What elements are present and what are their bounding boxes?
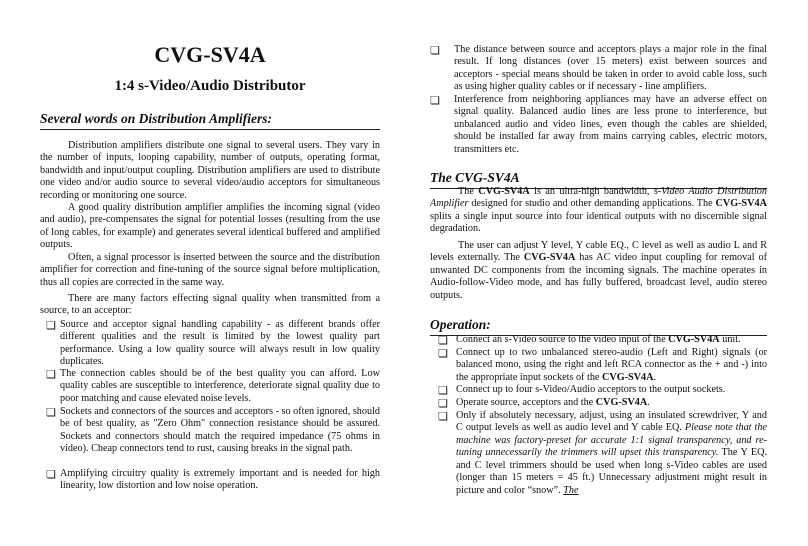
product-name: CVG-SV4A bbox=[601, 371, 654, 383]
text-run: . bbox=[653, 371, 657, 383]
op-step-connect-audio bbox=[456, 347, 767, 384]
checkbox-icon: ❏ bbox=[438, 411, 448, 423]
text-run: Connect up to two unbalanced stereo-audio (Left and Right) signals (or balanced mono, using the right and left RCA connector as the + and -) into the appropriate input sockets of the bbox=[456, 347, 767, 383]
text-run: has AC video input coupling for removal of unwanted DC components from the incoming signals. The machine operates in Audio-follow-Video mode, and has fully buffered, broadcast level, audio stereo outputs. bbox=[430, 252, 767, 301]
section-heading-cvg-sv4a: The CVG-SV4A bbox=[430, 170, 767, 189]
bullet-distance: The distance between source and acceptors plays a major role in the final result. If long distances (over 15 meters) exist between sources and acceptors - special means should be taken in order to avoid cable loss, such as using higher quality cables or if necessary - line amplifiers. bbox=[454, 44, 767, 93]
checkbox-icon: ❏ bbox=[430, 45, 440, 57]
paragraph-good-quality: A good quality distribution amplifier amplifies the incoming signal (video and audio), pre-compensates the signal for potential losses (resulting from the use of long cables, for example) and generates several identical buffered and amplified outputs. bbox=[40, 202, 380, 251]
text-run: Connect an s-Video source to the video input of the bbox=[456, 334, 669, 345]
paragraph-factors: There are many factors effecting signal quality when transmitted from a source, to an acceptor: bbox=[40, 293, 380, 317]
section-heading-operation: Operation: bbox=[430, 317, 767, 336]
text-run: . bbox=[647, 397, 650, 408]
text-run: designed for studio and other demanding applications. The bbox=[468, 198, 716, 210]
paragraph-cvg-adjustments bbox=[430, 240, 767, 302]
product-name: CVG-SV4A bbox=[478, 186, 530, 197]
bullet-interference: Interference from neighboring appliances may have an adverse effect on signal quality. Balanced audio lines are less prone to interference, but unbalanced audio and video lines, even though the cables are shielded, should be installed far away from mains carrying cables, electric motors, transmitters etc. bbox=[454, 94, 767, 155]
product-name: CVG-SV4A bbox=[715, 198, 767, 210]
text-run: is an ultra-high bandwidth, s- bbox=[529, 186, 662, 197]
continued-text: The bbox=[563, 484, 579, 496]
checkbox-icon: ❏ bbox=[46, 320, 56, 332]
checkbox-icon: ❏ bbox=[438, 385, 448, 397]
checkbox-icon: ❏ bbox=[438, 348, 448, 360]
paragraph-intro: Distribution amplifiers distribute one signal to several users. They vary in the number of inputs, looping capability, number of outputs, operating format, bandwidth and input/output coupling. Distribution amplifiers are used to distribute one video and/or audio source to several video/audio acceptors for simultaneous recording or monitoring one source. bbox=[40, 140, 380, 201]
checkbox-icon: ❏ bbox=[46, 469, 56, 481]
text-run: splits a single input source into four identical outputs with no discernible signal degradation. bbox=[430, 210, 767, 235]
text-run: Operate source, acceptors and the bbox=[456, 397, 596, 408]
text-run: Only if absolutely necessary, adjust, using an insulated screwdriver, Y and C output levels as well as audio level and Y cable EQ. bbox=[456, 410, 767, 434]
product-name: CVG-SV4A bbox=[668, 334, 720, 345]
text-run: The Y EQ. and C level trimmers should be used when long s-Video cables are used (longer than 15 meters = 45 ft.) Unnecessary adjustment might result in picture and color “snow”. bbox=[456, 447, 767, 496]
op-step-connect-acceptors: Connect up to four s-Video/Audio acceptors to the output sockets. bbox=[456, 384, 726, 395]
product-name: CVG-SV4A bbox=[595, 397, 648, 408]
page-subtitle: 1:4 s-Video/Audio Distributor bbox=[114, 78, 306, 94]
section-heading-distribution-amplifiers: Several words on Distribution Amplifiers: bbox=[40, 111, 380, 130]
checkbox-icon: ❏ bbox=[438, 335, 448, 347]
text-run: The bbox=[458, 186, 479, 197]
factory-preset-note: Please note that the machine was factory-preset for accurate 1:1 signal transparency, and re-tuning unnecessarily the trimmers will upset this transparency. bbox=[456, 422, 767, 459]
text-run: unit. bbox=[719, 334, 741, 345]
text-run: The user can adjust Y level, Y cable EQ., C level as well as audio L and R levels externally. The bbox=[430, 240, 767, 264]
product-name: CVG-SV4A bbox=[523, 252, 576, 264]
checkbox-icon: ❏ bbox=[46, 407, 56, 419]
op-step-connect-source bbox=[456, 334, 767, 346]
checkbox-icon: ❏ bbox=[430, 95, 440, 107]
checkbox-icon: ❏ bbox=[46, 369, 56, 381]
bullet-connection-cables: The connection cables should be of the best quality you can afford. Low quality cables are susceptible to interference, deteriorate signal quality due to poor matching and cause elevated noise levels. bbox=[60, 368, 380, 404]
op-step-operate bbox=[456, 397, 767, 409]
bullet-source-acceptor: Source and acceptor signal handling capability - as different brands offer different qualities and the result is limited by the lowest quality part performance. Using a low quality source will always result in low quality duplicates. bbox=[60, 319, 380, 368]
checkbox-icon: ❏ bbox=[438, 398, 448, 410]
paragraph-signal-processor: Often, a signal processor is inserted between the source and the distribution amplifier for correction and fine-tuning of the source signal before multiplication, thus all copies are corrected in the same way. bbox=[40, 252, 380, 288]
bullet-amplifying-circuitry: Amplifying circuitry quality is extremely important and is needed for high linearity, low distortion and low noise operation. bbox=[60, 468, 380, 492]
bullet-sockets-connectors: Sockets and connectors of the sources and acceptors - so often ignored, should be of best quality, as "Zero Ohm" connection resistance should be assured. Sockets and connectors should match the required impedance (75 ohms in video). Cheap connectors tend to rust, causing breaks in the signal path. bbox=[60, 406, 380, 455]
product-type: Video Audio Distribution Amplifier bbox=[430, 186, 767, 210]
paragraph-cvg-description bbox=[430, 186, 767, 236]
page-title: CVG-SV4A bbox=[154, 42, 266, 67]
op-step-adjust bbox=[456, 410, 767, 497]
